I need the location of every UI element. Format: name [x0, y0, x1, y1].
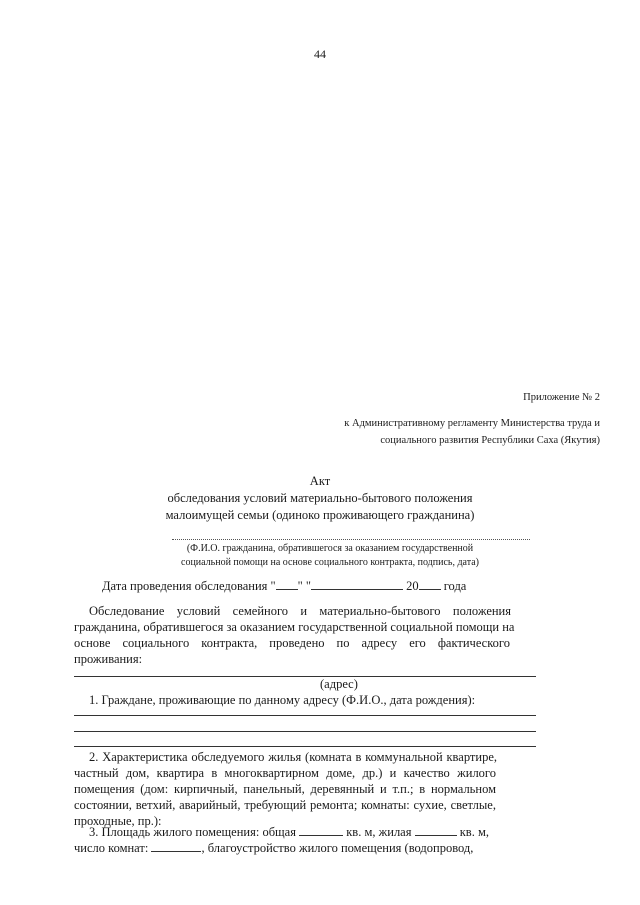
month-blank: [311, 577, 403, 590]
section-2-line-3: помещения (дом: кирпичный, панельный, деревянный и т.п.; в нормальном: [74, 782, 496, 796]
section-2-line-2: частный дом, квартира в многоквартирном доме, др.) и качество жилого: [74, 766, 496, 780]
act-title: Акт: [309, 474, 331, 488]
year-prefix: 20: [406, 579, 419, 593]
address-caption: (адрес): [320, 677, 358, 691]
act-subtitle-line-2: малоимущей семьи (одиноко проживающего гражданина): [165, 508, 475, 522]
fio-caption-line-1: (Ф.И.О. гражданина, обратившегося за оказанием государственной: [186, 543, 474, 554]
inspection-date-label: Дата проведения обследования ": [102, 579, 276, 593]
fio-caption-line-2: социальной помощи на основе социального контракта, подпись, дата): [181, 557, 479, 568]
appendix-line-1: Приложение № 2: [523, 392, 600, 403]
section-2-line-1: 2. Характеристика обследуемого жилья (комната в коммунальной квартире,: [89, 750, 497, 764]
fio-signature-line: [172, 539, 530, 540]
total-area-blank: [299, 823, 343, 836]
section-3-line-1: [89, 823, 489, 840]
page-number: 44: [314, 47, 326, 61]
residents-fill-line-1: [74, 715, 536, 716]
day-blank: [276, 577, 298, 590]
residents-fill-line-2: [74, 731, 536, 732]
living-area-blank: [415, 823, 457, 836]
section-2-line-4: состоянии, ветхий, аварийный, требующий ремонта; комнаты: сухие, светлые,: [74, 798, 496, 812]
residents-fill-line-3: [74, 746, 536, 747]
appendix-line-2: к Административному регламенту Министерства труда и: [344, 418, 600, 429]
total-area-label: 3. Площадь жилого помещения: общая: [89, 825, 296, 839]
intro-line-2: гражданина, обратившегося за оказанием государственной социальной помощи на: [74, 620, 515, 634]
amenities-label: , благоустройство жилого помещения (водопровод,: [201, 841, 474, 855]
year-suffix: года: [443, 579, 467, 593]
section-3-line-2: [74, 839, 473, 856]
inspection-date-line: [102, 577, 466, 594]
section-1-heading: 1. Граждане, проживающие по данному адресу (Ф.И.О., дата рождения):: [89, 693, 476, 707]
section-2-line-5: проходные, пр.):: [74, 814, 162, 828]
intro-line-4: проживания:: [74, 652, 143, 666]
appendix-line-3: социального развития Республики Саха (Якутия): [380, 435, 600, 446]
date-quote-separator: " ": [297, 579, 311, 593]
intro-line-1: Обследование условий семейного и материально-бытового положения: [89, 604, 511, 618]
rooms-count-blank: [151, 839, 201, 852]
living-area-unit: кв. м,: [459, 825, 489, 839]
intro-line-3: основе социального контракта, проведено по адресу его фактического: [74, 636, 510, 650]
act-subtitle-line-1: обследования условий материально-бытового положения: [167, 491, 473, 505]
year-blank: [419, 577, 441, 590]
rooms-count-label: число комнат:: [74, 841, 149, 855]
living-area-label: кв. м, жилая: [346, 825, 412, 839]
address-fill-line: [74, 676, 536, 677]
